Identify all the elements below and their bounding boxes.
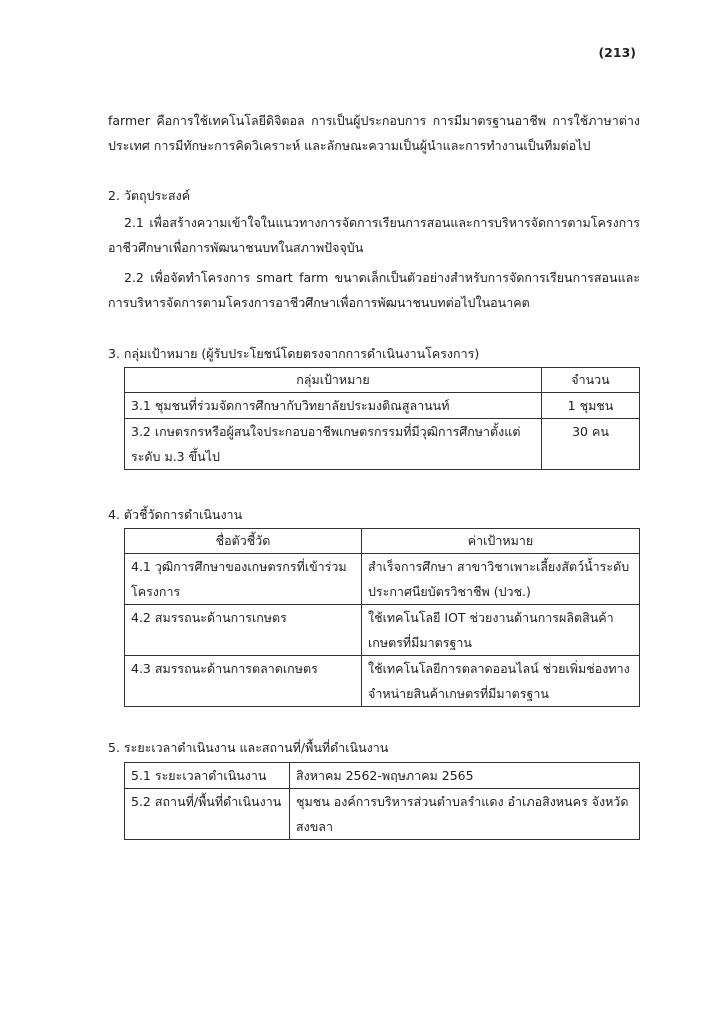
page-number: (213) (598, 45, 636, 60)
target-cell: 3.1 ชุมชนที่ร่วมจัดการศึกษากับวิทยาลัยประมงติณสูลานนท์ (125, 393, 542, 419)
table-row (125, 605, 640, 656)
intro-paragraph: farmer คือการใช้เทคโนโลยีดิจิตอล การเป็นผู้ประกอบการ การมีมาตรฐานอาชีพ การใช้ภาษาต่างประเทศ การมีทักษะการคิดวิเคราะห์ และลักษณะความเป็นผู้นำและการทำงานเป็นทีมต่อไป (108, 113, 640, 153)
indicator-name-cell: 4.2 สมรรถนะด้านการเกษตร (125, 605, 362, 656)
indicator-name-cell: 4.1 วุฒิการศึกษาของเกษตรกรที่เข้าร่วมโครงการ (125, 554, 362, 605)
table-row (125, 393, 640, 419)
objectives-heading: 2. วัตถุประสงค์ (108, 188, 191, 203)
schedule-table-wrap (124, 762, 640, 840)
table-row (125, 419, 640, 470)
indicator-target-cell: ใช้เทคโนโลยีการตลาดออนไลน์ ช่วยเพิ่มช่องทางจำหน่ายสินค้าเกษตรที่มีมาตรฐาน (362, 656, 640, 707)
indicator-target-cell: สำเร็จการศึกษา สาขาวิชาเพาะเลี้ยงสัตว์น้ำระดับประกาศนียบัตรวิชาชีพ (ปวช.) (362, 554, 640, 605)
col-header-amount: จำนวน (542, 368, 640, 393)
indicators-table (124, 528, 640, 707)
schedule-value-cell: ชุมชน องค์การบริหารส่วนตำบลรำแดง อำเภอสิงหนคร จังหวัดสงขลา (290, 789, 640, 840)
col-header-indicator-target: ค่าเป้าหมาย (362, 529, 640, 554)
schedule-label-cell: 5.2 สถานที่/พื้นที่ดำเนินงาน (125, 789, 290, 840)
schedule-label-cell: 5.1 ระยะเวลาดำเนินงาน (125, 763, 290, 789)
table-header-row (125, 529, 640, 554)
amount-cell: 30 คน (542, 419, 640, 470)
target-cell: 3.2 เกษตรกรหรือผู้สนใจประกอบอาชีพเกษตรกรรมที่มีวุฒิการศึกษาตั้งแต่ระดับ ม.3 ขึ้นไป (125, 419, 542, 470)
indicators-heading: 4. ตัวชี้วัดการดำเนินงาน (108, 507, 243, 522)
indicator-name-cell: 4.3 สมรรถนะด้านการตลาดเกษตร (125, 656, 362, 707)
objective-item-2: 2.2 เพื่อจัดทำโครงการ smart farm ขนาดเล็กเป็นตัวอย่างสำหรับการจัดการเรียนการสอนและการบริหารจัดการตามโครงการอาชีวศึกษาเพื่อการพัฒนาชนบทต่อไปในอนาคต (108, 270, 640, 310)
objective-item-1: 2.1 เพื่อสร้างความเข้าใจในแนวทางการจัดการเรียนการสอนและการบริหารจัดการตามโครงการอาชีวศึกษาเพื่อการพัฒนาชนบทในสภาพปัจจุบัน (108, 215, 640, 255)
indicator-target-cell: ใช้เทคโนโลยี IOT ช่วยงานด้านการผลิตสินค้าเกษตรที่มีมาตรฐาน (362, 605, 640, 656)
schedule-table (124, 762, 640, 840)
table-row (125, 656, 640, 707)
col-header-indicator-name: ชื่อตัวชี้วัด (125, 529, 362, 554)
target-group-heading: 3. กลุ่มเป้าหมาย (ผู้รับประโยชน์โดยตรงจากการดำเนินงานโครงการ) (108, 346, 480, 361)
amount-cell: 1 ชุมชน (542, 393, 640, 419)
target-group-table (124, 367, 640, 470)
target-group-table-wrap (124, 367, 640, 470)
table-row (125, 763, 640, 789)
indicators-table-wrap (124, 528, 640, 707)
col-header-target: กลุ่มเป้าหมาย (125, 368, 542, 393)
schedule-heading: 5. ระยะเวลาดำเนินงาน และสถานที่/พื้นที่ดำเนินงาน (108, 740, 389, 755)
schedule-value-cell: สิงหาคม 2562-พฤษภาคม 2565 (290, 763, 640, 789)
table-header-row (125, 368, 640, 393)
table-row (125, 789, 640, 840)
table-row (125, 554, 640, 605)
